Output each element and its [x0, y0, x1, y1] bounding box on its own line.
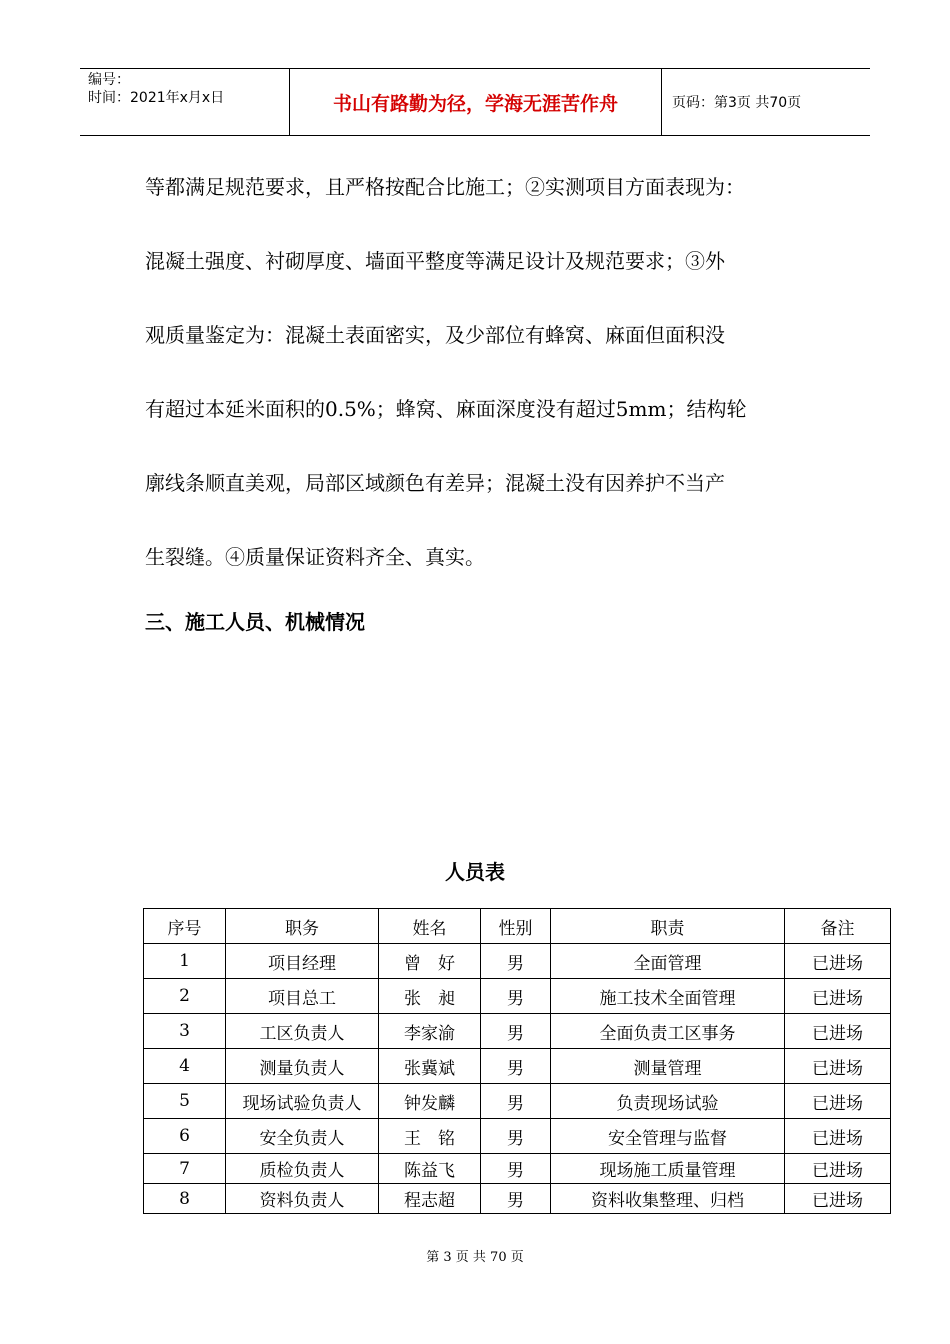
cell-remark: 已进场	[785, 1084, 891, 1119]
document-header	[80, 68, 870, 136]
cell-remark: 已进场	[785, 1154, 891, 1184]
section-heading: 三、施工人员、机械情况	[145, 610, 365, 634]
cell-position: 资料负责人	[226, 1184, 379, 1214]
column-header-index: 序号	[144, 909, 226, 944]
cell-name: 李家渝	[379, 1014, 481, 1049]
cell-position: 质检负责人	[226, 1154, 379, 1184]
cell-duty: 现场施工质量管理	[551, 1154, 785, 1184]
cell-gender: 男	[481, 979, 551, 1014]
cell-remark: 已进场	[785, 1014, 891, 1049]
cell-duty: 全面管理	[551, 944, 785, 979]
header-page-label: 页码：第3页 共70页	[662, 69, 871, 136]
header-motto: 书山有路勤为径，学海无涯苦作舟	[290, 69, 662, 136]
cell-index: 7	[144, 1154, 226, 1184]
table-row	[144, 1084, 891, 1119]
cell-remark: 已进场	[785, 1119, 891, 1154]
cell-gender: 男	[481, 944, 551, 979]
cell-index: 3	[144, 1014, 226, 1049]
table-header-row	[144, 909, 891, 944]
column-header-duty: 职责	[551, 909, 785, 944]
cell-index: 8	[144, 1184, 226, 1214]
cell-name: 程志超	[379, 1184, 481, 1214]
cell-name: 张 昶	[379, 979, 481, 1014]
cell-index: 4	[144, 1049, 226, 1084]
cell-gender: 男	[481, 1154, 551, 1184]
cell-remark: 已进场	[785, 944, 891, 979]
cell-name: 钟发麟	[379, 1084, 481, 1119]
cell-remark: 已进场	[785, 1184, 891, 1214]
document-number-label: 编号：	[88, 72, 130, 88]
cell-index: 2	[144, 979, 226, 1014]
cell-gender: 男	[481, 1119, 551, 1154]
cell-gender: 男	[481, 1049, 551, 1084]
body-line: 有超过本延米面积的0.5%；蜂窝、麻面深度没有超过5mm；结构轮	[145, 397, 747, 421]
cell-position: 安全负责人	[226, 1119, 379, 1154]
body-line: 观质量鉴定为：混凝土表面密实，及少部位有蜂窝、麻面但面积没	[145, 323, 725, 347]
column-header-position: 职务	[226, 909, 379, 944]
table-row	[144, 944, 891, 979]
cell-duty: 安全管理与监督	[551, 1119, 785, 1154]
cell-gender: 男	[481, 1014, 551, 1049]
table-row	[144, 1014, 891, 1049]
table-row	[144, 1154, 891, 1184]
cell-gender: 男	[481, 1084, 551, 1119]
page-footer: 第 3 页 共 70 页	[426, 1250, 524, 1265]
cell-remark: 已进场	[785, 1049, 891, 1084]
cell-duty: 测量管理	[551, 1049, 785, 1084]
document-time-label: 时间：2021年x月x日	[88, 90, 225, 106]
cell-name: 陈益飞	[379, 1154, 481, 1184]
table-row	[144, 1119, 891, 1154]
column-header-name: 姓名	[379, 909, 481, 944]
cell-position: 测量负责人	[226, 1049, 379, 1084]
cell-position: 项目总工	[226, 979, 379, 1014]
cell-index: 6	[144, 1119, 226, 1154]
cell-position: 项目经理	[226, 944, 379, 979]
cell-duty: 施工技术全面管理	[551, 979, 785, 1014]
table-row	[144, 979, 891, 1014]
cell-name: 曾 好	[379, 944, 481, 979]
cell-duty: 资料收集整理、归档	[551, 1184, 785, 1214]
body-line: 混凝土强度、衬砌厚度、墙面平整度等满足设计及规范要求；③外	[145, 249, 725, 273]
table-row	[144, 1184, 891, 1214]
cell-position: 现场试验负责人	[226, 1084, 379, 1119]
body-line: 等都满足规范要求，且严格按配合比施工；②实测项目方面表现为：	[145, 175, 745, 199]
column-header-remark: 备注	[785, 909, 891, 944]
cell-index: 5	[144, 1084, 226, 1119]
body-line: 生裂缝。④质量保证资料齐全、真实。	[145, 545, 485, 569]
cell-remark: 已进场	[785, 979, 891, 1014]
cell-gender: 男	[481, 1184, 551, 1214]
cell-name: 王 铭	[379, 1119, 481, 1154]
body-line: 廓线条顺直美观，局部区域颜色有差异；混凝土没有因养护不当产	[145, 471, 725, 495]
cell-position: 工区负责人	[226, 1014, 379, 1049]
cell-duty: 负责现场试验	[551, 1084, 785, 1119]
body-paragraph	[145, 150, 825, 594]
cell-name: 张冀斌	[379, 1049, 481, 1084]
table-title: 人员表	[445, 860, 505, 884]
cell-index: 1	[144, 944, 226, 979]
header-meta	[80, 69, 290, 136]
column-header-gender: 性别	[481, 909, 551, 944]
table-row	[144, 1049, 891, 1084]
staff-table	[143, 908, 891, 1214]
cell-duty: 全面负责工区事务	[551, 1014, 785, 1049]
